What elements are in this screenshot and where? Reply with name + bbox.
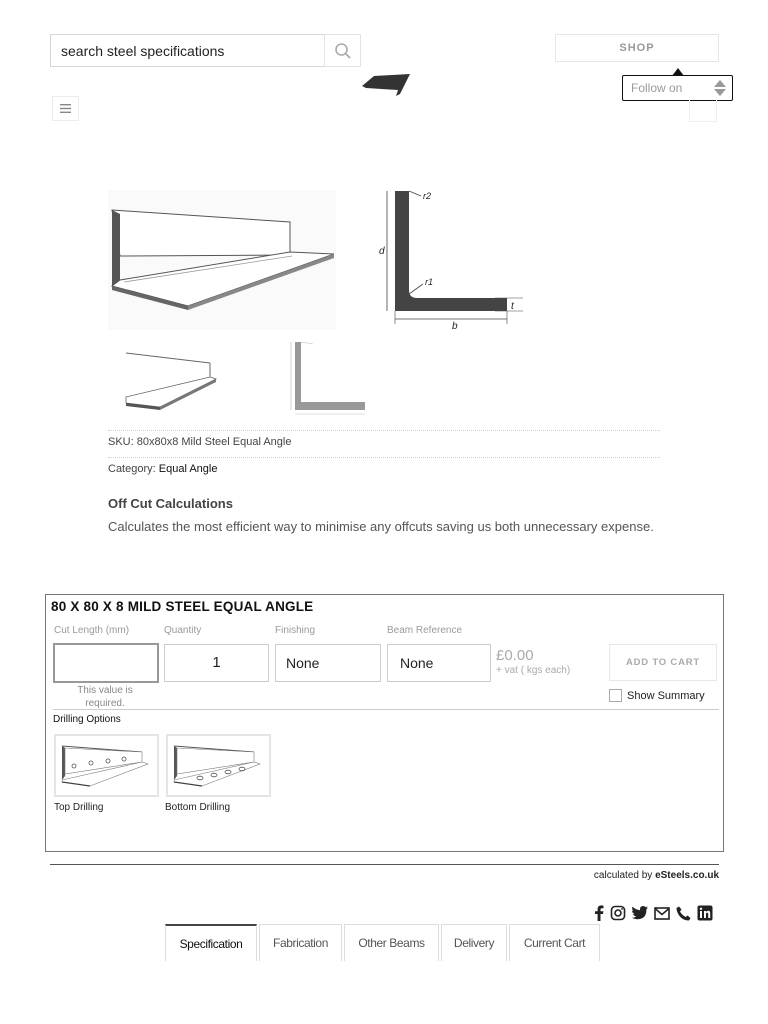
esteels-link[interactable]: eSteels.co.uk [655,870,719,881]
sku-line: SKU: 80x80x8 Mild Steel Equal Angle [108,436,292,448]
tab-fabrication[interactable]: Fabrication [259,924,342,961]
linkedin-icon[interactable] [697,905,713,921]
label-r2: r2 [423,191,432,201]
calculated-by: calculated by eSteels.co.uk [593,870,719,881]
beam-reference-label: Beam Reference [387,625,463,636]
footer-divider [50,864,719,865]
shop-button[interactable]: SHOP [555,34,719,62]
phone-icon[interactable] [676,906,691,921]
facebook-icon[interactable] [594,905,604,921]
email-icon[interactable] [654,907,670,920]
cross-section-diagram[interactable] [375,186,530,332]
cut-length-label: Cut Length (mm) [54,625,130,636]
price-value: £0.00 [496,647,534,664]
calculator-panel [45,594,724,852]
add-to-cart-button[interactable]: ADD TO CART [609,644,717,681]
offcut-description: Calculates the most efficient way to minimise any offcuts saving us both unnecessary expense. [108,519,654,534]
follow-label: Follow on [631,81,683,95]
spinner-arrows-icon[interactable] [713,78,727,98]
search-button[interactable] [324,34,361,67]
label-d: d [379,246,385,257]
show-summary-checkbox[interactable] [609,689,622,702]
instagram-icon[interactable] [610,905,626,921]
meta-divider-mid [108,457,660,458]
logo-shape [360,72,412,98]
label-r1: r1 [425,277,434,287]
top-drilling-option[interactable] [54,734,159,797]
finishing-select[interactable]: None [275,644,381,682]
bottom-drilling-image [168,736,269,795]
calculator-title: 80 X 80 X 8 MILD STEEL EQUAL ANGLE [51,599,314,614]
product-main-image[interactable] [108,190,336,330]
label-b: b [452,321,458,332]
tab-current-cart[interactable]: Current Cart [509,924,600,961]
calculator-divider [53,709,719,710]
drilling-options-title: Drilling Options [53,714,121,725]
quantity-label: Quantity [164,625,202,636]
search-input[interactable]: search steel specifications [50,34,325,67]
cut-length-input[interactable] [53,643,159,683]
product-tabs [165,924,600,961]
twitter-icon[interactable] [632,906,648,920]
bottom-drilling-option[interactable] [166,734,271,797]
thumbnail-cross-section[interactable] [285,340,375,416]
offcut-title: Off Cut Calculations [108,496,233,511]
hamburger-icon [60,104,71,113]
menu-button[interactable] [52,96,79,121]
tab-delivery[interactable]: Delivery [441,924,507,961]
header-right-box[interactable] [689,100,717,122]
tab-other-beams[interactable]: Other Beams [344,924,439,961]
quantity-input[interactable]: 1 [164,644,269,682]
show-summary-label: Show Summary [627,689,705,702]
thumbnail-angle-3d[interactable] [120,345,218,415]
vat-note: + vat ( kgs each) [496,665,571,676]
required-message: This value is required. [77,685,133,709]
bottom-drilling-label: Bottom Drilling [165,802,231,813]
category-link[interactable]: Equal Angle [158,463,218,475]
label-t: t [511,301,514,312]
sku-value: 80x80x8 Mild Steel Equal Angle [136,436,292,448]
show-summary-toggle[interactable] [609,689,705,702]
category-line: Category: Equal Angle [108,463,218,475]
social-links [594,905,713,921]
follow-on-select[interactable] [622,75,733,101]
beam-reference-input[interactable]: None [387,644,491,682]
meta-divider-top [108,430,660,431]
search-icon [334,42,352,60]
top-drilling-label: Top Drilling [54,802,104,813]
top-drilling-image [56,736,157,795]
tab-specification[interactable]: Specification [165,924,257,961]
finishing-label: Finishing [275,625,316,636]
